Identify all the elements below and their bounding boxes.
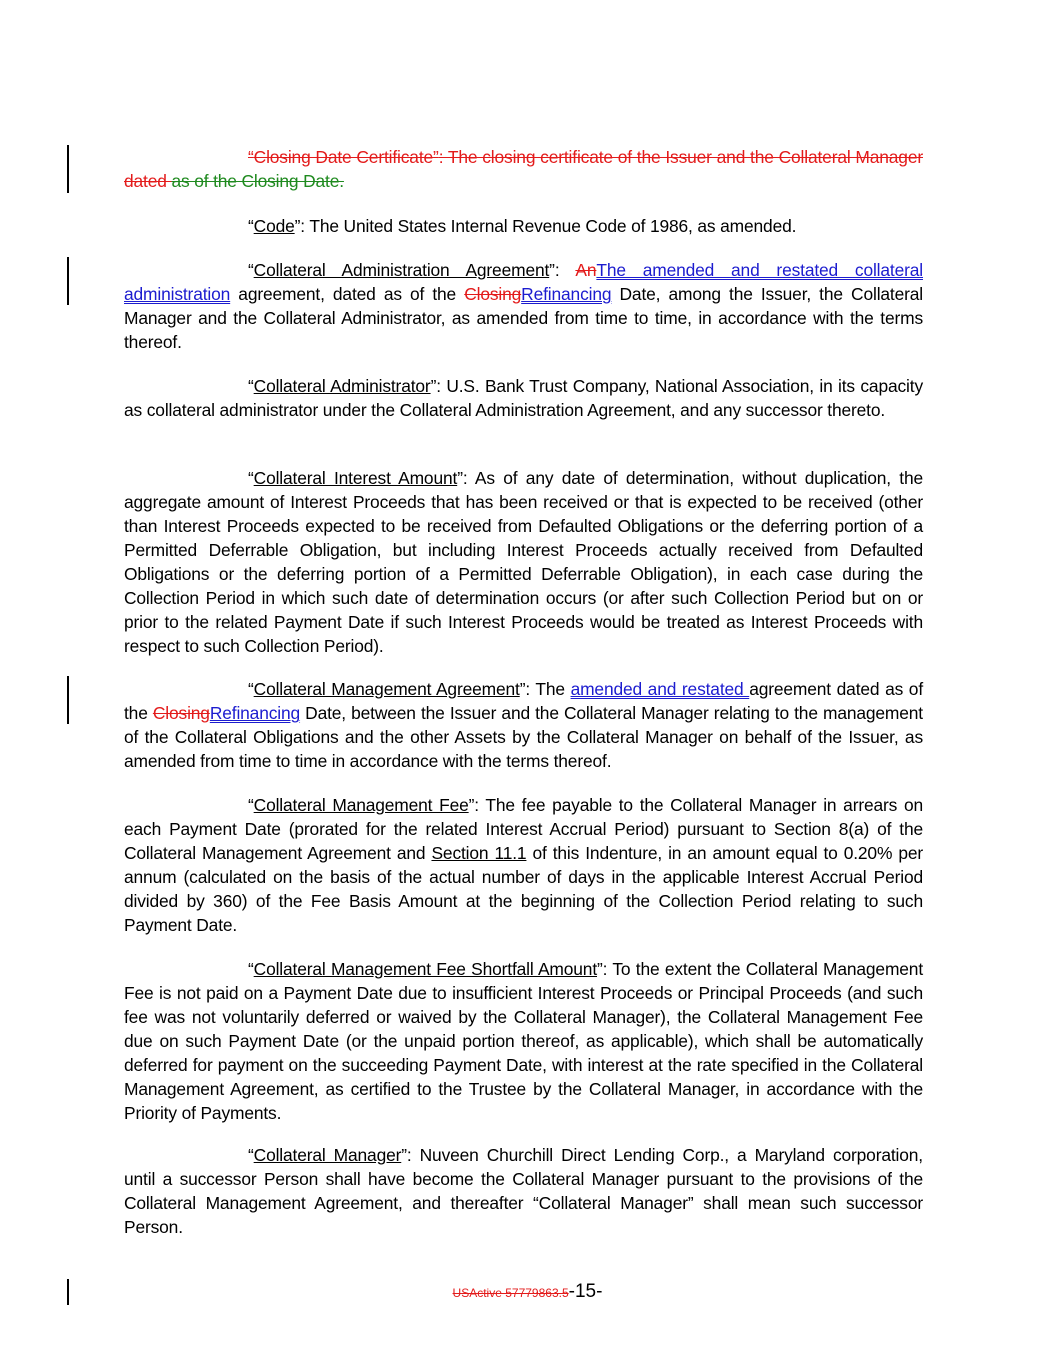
inserted-text: Refinancing — [521, 284, 612, 304]
defined-term: Collateral Manager — [253, 1145, 402, 1165]
moved-deleted-text: as of the Closing Date. — [171, 171, 344, 191]
section-reference: Section 11.1 — [431, 843, 527, 863]
deleted-text: Closing — [464, 284, 522, 304]
inserted-text: Refinancing — [209, 703, 301, 723]
definition-collateral-administrator: “Collateral Administrator”: U.S. Bank Trust Company, National Association, in its capacity as collateral administrator under the Collateral Administration Agreement, and any successor thereto. — [124, 376, 923, 420]
defined-term: Collateral Management Fee Shortfall Amount — [253, 959, 598, 979]
definition-code: “Code”: The United States Internal Revenue Code of 1986, as amended. — [248, 216, 797, 236]
deleted-text: Closing — [152, 703, 210, 723]
definition-collateral-management-fee: “Collateral Management Fee”: The fee payable to the Collateral Manager in arrears on each Payment Date (prorated for the related Interest Accrual Period) pursuant to Section 8(a) of the Collateral Management Agreement and Section 11.1 of this Indenture, in an amount equal to 0.20% per annum (calculated on the basis of the actual number of days in the applicable Interest Accrual Period divided by 360) of the Fee Basis Amount at the beginning of the Collection Period relating to such Payment Date. — [124, 795, 923, 935]
deleted-text: An — [575, 260, 597, 280]
page-number: -15- — [568, 1281, 603, 1302]
definition-closing-date-certificate — [124, 145, 923, 193]
defined-term: Collateral Management Agreement — [253, 679, 520, 699]
defined-term: Collateral Management Fee — [253, 795, 469, 815]
defined-term: Code — [253, 216, 295, 236]
defined-term: Collateral Administrator — [253, 376, 431, 396]
change-bar — [67, 257, 69, 305]
inserted-text: amended and restated — [570, 679, 750, 699]
change-bar — [67, 145, 69, 193]
definition-collateral-management-agreement: “Collateral Management Agreement”: The amended and restated agreement dated as of the ClosingRefinancing Date, between the Issuer and the Collateral Manager relating to the management of the Collateral Obligations and the other Assets by the Collateral Manager on behalf of the Issuer, as amended from time to time in accordance with the terms thereof. — [124, 679, 923, 771]
definition-collateral-management-fee-shortfall-amount: “Collateral Management Fee Shortfall Amount”: To the extent the Collateral Management Fee is not paid on a Payment Date due to insufficient Interest Proceeds or Principal Proceeds (and such fee was not voluntarily deferred or waived by the Collateral Manager), the Collateral Management Fee due on such Payment Date (or the unpaid portion thereof, as applicable), which shall be automatically deferred for payment on the succeeding Payment Date, with interest at the rate specified in the Collateral Management Agreement, as certified to the Trustee by the Collateral Manager, in accordance with the Priority of Payments. — [124, 959, 924, 1123]
page-footer — [0, 1280, 1055, 1305]
definition-collateral-manager: “Collateral Manager”: Nuveen Churchill Direct Lending Corp., a Maryland corporation, until a successor Person shall have become the Collateral Manager pursuant to the provisions of the Collateral Management Agreement, and thereafter “Collateral Manager” shall mean such successor Person. — [124, 1145, 923, 1237]
inserted-text: The amended and restated collateral administration — [124, 260, 923, 304]
definition-collateral-administration-agreement: “Collateral Administration Agreement”: AnThe amended and restated collateral administration agreement, dated as of the ClosingRefinancing Date, among the Issuer, the Collateral Manager and the Collateral Administrator, as amended from time to time, in accordance with the terms thereof. — [124, 260, 924, 352]
definition-collateral-interest-amount: “Collateral Interest Amount”: As of any date of determination, without duplication, the aggregate amount of Interest Proceeds that has been received or that is expected to be received (other than Interest Proceeds expected to be received from Defaulted Obligations or the deferring portion of a Permitted Deferrable Obligation, but including Interest Proceeds actually received from Defaulted Obligations or the deferring portion of a Permitted Deferrable Obligation), in each case during the Collection Period in which such date of determination occurs (or after such Collection Period but on or prior to the related Payment Date if such Interest Proceeds would be treated as Interest Proceeds with respect to such Collection Period). — [124, 468, 923, 656]
change-bar — [67, 676, 69, 724]
defined-term: Collateral Administration Agreement — [253, 260, 550, 280]
deleted-text: “Closing Date Certificate”: The closing certificate of the Issuer and the Collateral Manager dated — [124, 147, 923, 191]
document-id: USActive 57779863.5 — [452, 1286, 569, 1300]
defined-term: Collateral Interest Amount — [253, 468, 458, 488]
